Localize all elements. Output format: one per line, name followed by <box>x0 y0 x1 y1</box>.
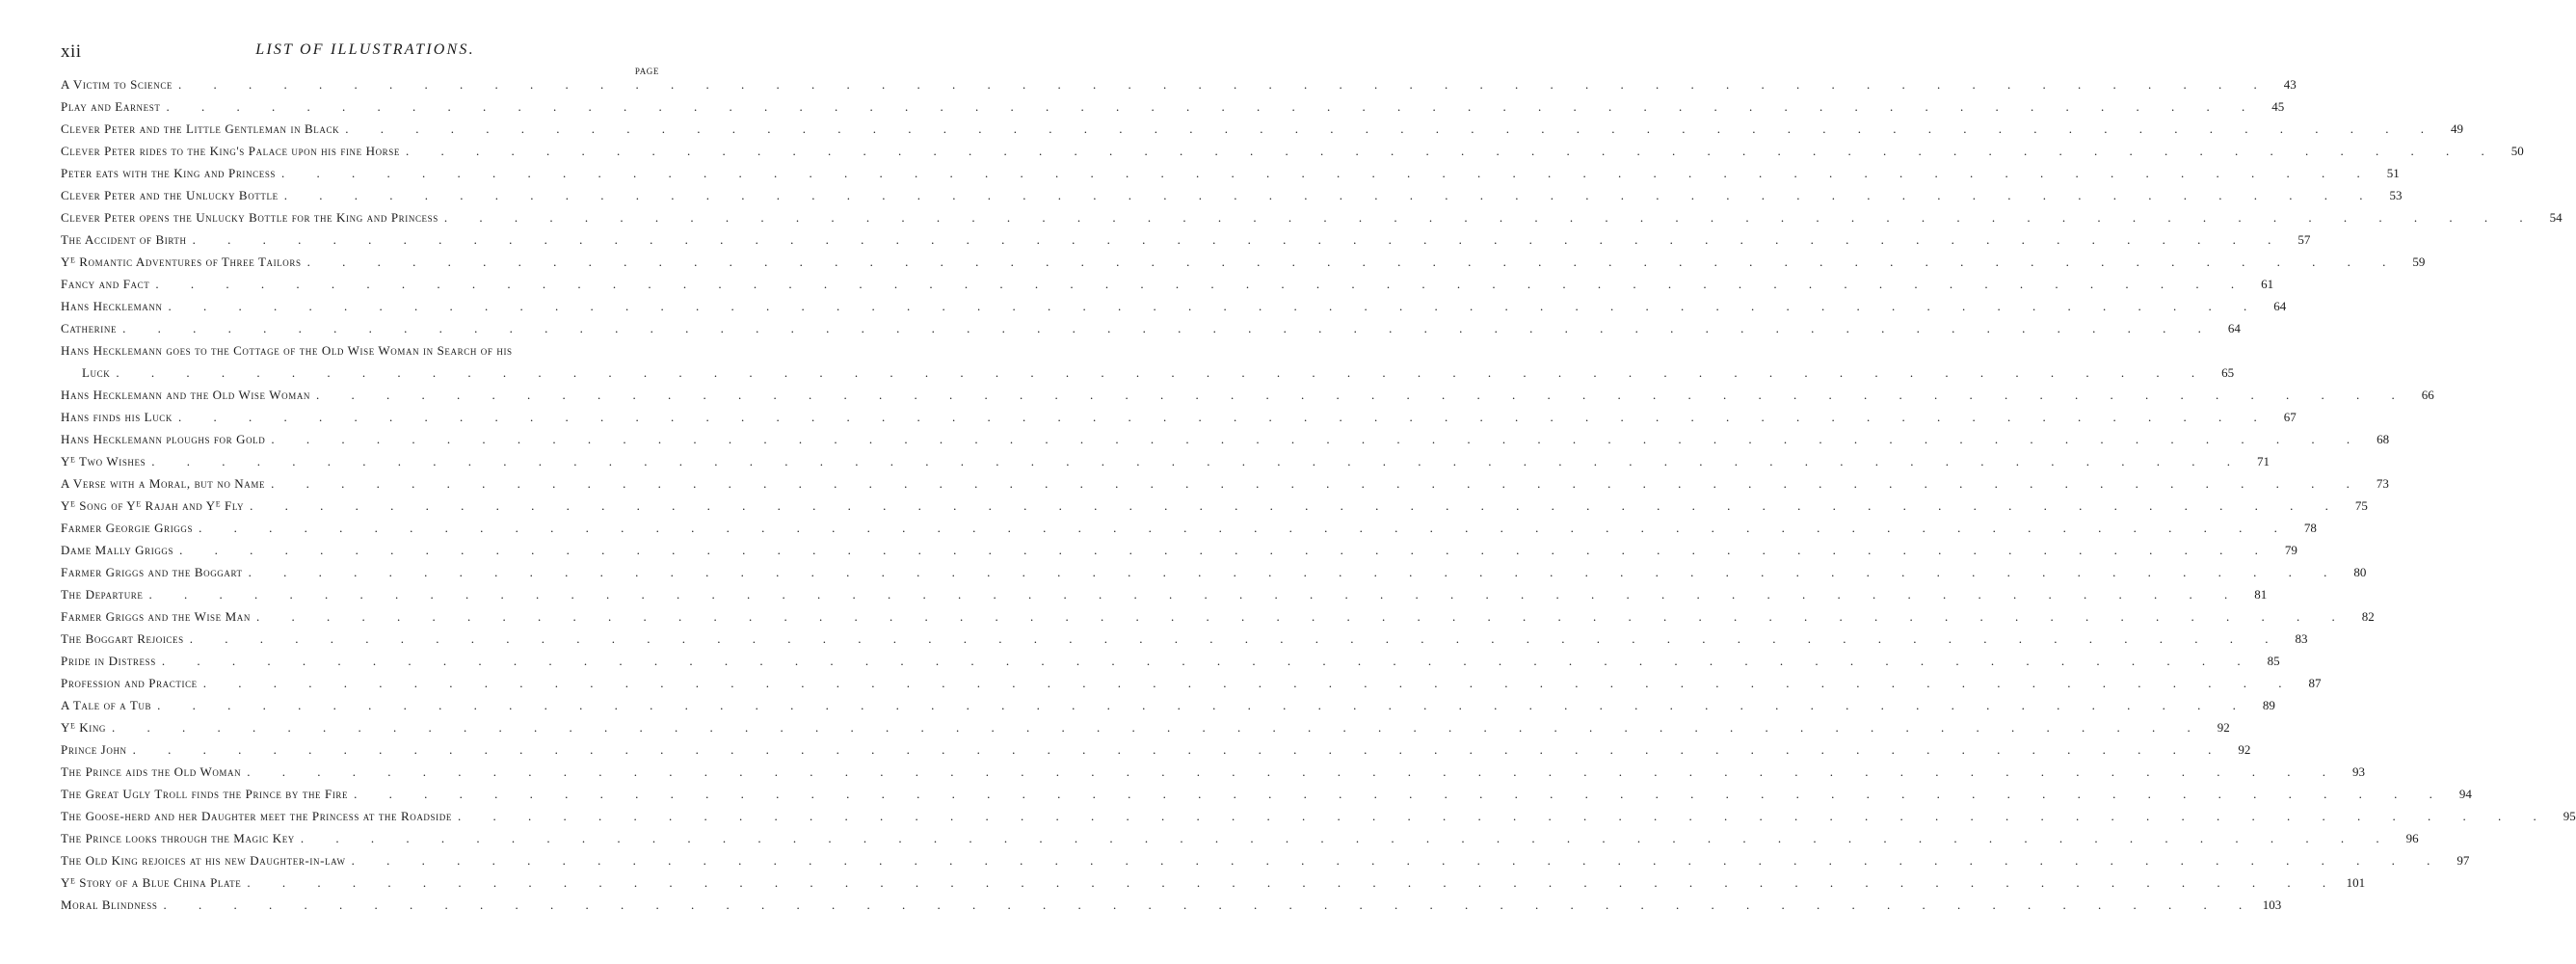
list-item <box>61 831 2419 853</box>
list-item <box>61 521 2317 543</box>
list-item <box>61 720 2230 742</box>
entry-page-number: 53 <box>2389 188 2403 202</box>
dot-leader: . . . . . . . . . . . . . . . . . . . . . . . . . . . . . . . . . . . . . . . . . . . . . . . . . . . . . . . . . . . . <box>112 720 2205 735</box>
dot-leader: . . . . . . . . . . . . . . . . . . . . . . . . . . . . . . . . . . . . . . . . . . . . . . . . . . . . . . . . . . . . <box>271 432 2365 446</box>
list-item <box>61 166 2400 188</box>
entry-title: The Prince looks through the Magic Key <box>61 831 295 845</box>
entry-page-number: 54 <box>2549 210 2563 225</box>
entry-page-number: 79 <box>2284 543 2297 557</box>
entry-page-number: 61 <box>2261 277 2274 291</box>
entry-page-number: 83 <box>2295 631 2308 646</box>
dot-leader: . . . . . . . . . . . . . . . . . . . . . . . . . . . . . . . . . . . . . . . . . . . . . . . . . . . . . . . . . . . . <box>168 299 2262 313</box>
entry-title: The Accident of Birth <box>61 232 187 247</box>
entry-page-number: 97 <box>2456 853 2470 868</box>
dot-leader: . . . . . . . . . . . . . . . . . . . . . . . . . . . . . . . . . . . . . . . . . . . . . . . . . . . . . . . . . . . . <box>148 587 2243 602</box>
entry-title: Hans Hecklemann ploughs for Gold <box>61 432 266 446</box>
dot-leader: . . . . . . . . . . . . . . . . . . . . . . . . . . . . . . . . . . . . . . . . . . . . . . . . . . . . . . . . . . . . <box>155 277 2249 291</box>
dot-leader: . . . . . . . . . . . . . . . . . . . . . . . . . . . . . . . . . . . . . . . . . . . . . . . . . . . . . . . . . . . . <box>116 365 2210 380</box>
entry-title: Fancy and Fact <box>61 277 150 291</box>
entry-title: Hans Hecklemann <box>61 299 163 313</box>
entry-page-number: 95 <box>2563 809 2576 823</box>
entry-title: The Goose-herd and her Daughter meet the Princess at the Roadside <box>61 809 452 823</box>
entry-page-number: 64 <box>2273 299 2287 313</box>
entry-title: The Departure <box>61 587 144 602</box>
entry-title: Play and Earnest <box>61 99 161 114</box>
running-head: LIST OF ILLUSTRATIONS. <box>255 41 475 58</box>
entry-title: Clever Peter and the Little Gentleman in Black <box>61 121 340 136</box>
list-item <box>61 609 2375 631</box>
dot-leader: . . . . . . . . . . . . . . . . . . . . . . . . . . . . . . . . . . . . . . . . . . . . . . . . . . . . . . . . . . . . <box>457 809 2551 823</box>
dot-leader: . . . . . . . . . . . . . . . . . . . . . . . . . . . . . . . . . . . . . . . . . . . . . . . . . . . . . . . . . . . . <box>443 210 2537 225</box>
entry-page-number: 64 <box>2227 321 2241 335</box>
list-item <box>61 254 2426 277</box>
entry-page-number: 59 <box>2412 254 2426 269</box>
list-item <box>61 631 2308 654</box>
dot-leader: . . . . . . . . . . . . . . . . . . . . . . . . . . . . . . . . . . . . . . . . . . . . . . . . . . . . . . . . . . . . <box>122 321 2216 335</box>
entry-page-number: 67 <box>2283 410 2297 424</box>
dot-leader: . . . . . . . . . . . . . . . . . . . . . . . . . . . . . . . . . . . . . . . . . . . . . . . . . . . . . . . . . . . . <box>306 254 2401 269</box>
dot-leader: . . . . . . . . . . . . . . . . . . . . . . . . . . . . . . . . . . . . . . . . . . . . . . . . . . . . . . . . . . . . <box>202 676 2297 690</box>
list-item <box>61 188 2403 210</box>
entry-title: Clever Peter rides to the King's Palace upon his fine Horse <box>61 144 400 158</box>
entry-title: Yᴱ Two Wishes <box>61 454 146 469</box>
entry-title: Prince John <box>61 742 127 757</box>
dot-leader: . . . . . . . . . . . . . . . . . . . . . . . . . . . . . . . . . . . . . . . . . . . . . . . . . . . . . . . . . . . . <box>189 631 2283 646</box>
entry-title: Catherine <box>61 321 118 335</box>
dot-leader: . . . . . . . . . . . . . . . . . . . . . . . . . . . . . . . . . . . . . . . . . . . . . . . . . . . . . . . . . . . . <box>281 166 2375 180</box>
entry-title: Moral Blindness <box>61 897 158 912</box>
list-item <box>61 676 2322 698</box>
dot-leader: . . . . . . . . . . . . . . . . . . . . . . . . . . . . . . . . . . . . . . . . . . . . . . . . . . . . . . . . . . . . <box>132 742 2226 757</box>
list-item <box>61 809 2576 831</box>
entry-title: Clever Peter opens the Unlucky Bottle for the King and Princess <box>61 210 438 225</box>
list-item <box>61 742 2251 764</box>
entry-page-number: 57 <box>2297 232 2311 247</box>
list-item <box>61 654 2280 676</box>
list-item <box>61 853 2470 875</box>
entry-page-number: 80 <box>2353 565 2367 579</box>
entry-title: Farmer Georgie Griggs <box>61 521 194 535</box>
entry-title: Pride in Distress <box>61 654 156 668</box>
dot-leader: . . . . . . . . . . . . . . . . . . . . . . . . . . . . . . . . . . . . . . . . . . . . . . . . . . . . . . . . . . . . <box>354 787 2447 801</box>
entry-page-number: 65 <box>2221 365 2235 380</box>
list-item <box>61 897 2282 920</box>
page-number: xii <box>61 41 82 62</box>
entry-title: Yᴱ King <box>61 720 107 735</box>
list-item <box>61 476 2389 498</box>
entry-title: Yᴱ Song of Yᴱ Rajah and Yᴱ Fly <box>61 498 245 513</box>
dot-leader: . . . . . . . . . . . . . . . . . . . . . . . . . . . . . . . . . . . . . . . . . . . . . . . . . . . . . . . . . . . . <box>250 498 2343 513</box>
entry-title: Yᴱ Romantic Adventures of Three Tailors <box>61 254 302 269</box>
list-item <box>61 144 2524 166</box>
list-item <box>61 410 2297 432</box>
entry-page-number: 75 <box>2354 498 2368 513</box>
dot-leader: . . . . . . . . . . . . . . . . . . . . . . . . . . . . . . . . . . . . . . . . . . . . . . . . . . . . . . . . . . . . <box>283 188 2377 202</box>
entry-page-number: 87 <box>2308 676 2322 690</box>
entry-page-number: 50 <box>2510 144 2524 158</box>
dot-leader: . . . . . . . . . . . . . . . . . . . . . . . . . . . . . . . . . . . . . . . . . . . . . . . . . . . . . . . . . . . . <box>179 543 2272 557</box>
entry-title: Hans Hecklemann and the Old Wise Woman <box>61 388 311 402</box>
list-item <box>61 77 2297 99</box>
page-column-label: PAGE <box>634 67 659 76</box>
dot-leader: . . . . . . . . . . . . . . . . . . . . . . . . . . . . . . . . . . . . . . . . . . . . . . . . . . . . . . . . . . . . <box>248 565 2342 579</box>
dot-leader: . . . . . . . . . . . . . . . . . . . . . . . . . . . . . . . . . . . . . . . . . . . . . . . . . . . . . . . . . . . . <box>316 388 2409 402</box>
entry-page-number: 92 <box>2238 742 2251 757</box>
entry-page-number: 96 <box>2405 831 2419 845</box>
entry-title: Profession and Practice <box>61 676 198 690</box>
list-item <box>61 321 2241 343</box>
list-item <box>61 787 2472 809</box>
dot-leader: . . . . . . . . . . . . . . . . . . . . . . . . . . . . . . . . . . . . . . . . . . . . . . . . . . . . . . . . . . . . <box>351 853 2445 868</box>
list-item <box>61 343 686 365</box>
entry-page-number: 94 <box>2458 787 2472 801</box>
entry-page-number: 49 <box>2450 121 2463 136</box>
entry-title: Hans Hecklemann goes to the Cottage of the Old Wise Woman in Search of his <box>61 343 513 358</box>
entry-page-number: 45 <box>2271 99 2285 114</box>
illustrations-list <box>61 77 2576 920</box>
dot-leader: . . . . . . . . . . . . . . . . . . . . . . . . . . . . . . . . . . . . . . . . . . . . . . . . . . . . . . . . . . . . <box>405 144 2499 158</box>
entry-page-number: 85 <box>2267 654 2280 668</box>
entry-title-continuation: Luck <box>82 365 111 380</box>
list-item <box>61 277 2274 299</box>
list-item <box>61 388 2434 410</box>
entry-title: Clever Peter and the Unlucky Bottle <box>61 188 279 202</box>
dot-leader: . . . . . . . . . . . . . . . . . . . . . . . . . . . . . . . . . . . . . . . . . . . . . . . . . . . . . . . . . . . . <box>247 875 2341 890</box>
entry-page-number: 78 <box>2303 521 2317 535</box>
dot-leader: . . . . . . . . . . . . . . . . . . . . . . . . . . . . . . . . . . . . . . . . . . . . . . . . . . . . . . . . . . . . <box>300 831 2394 845</box>
list-item <box>61 875 2366 897</box>
entry-title: The Great Ugly Troll finds the Prince by the Fire <box>61 787 349 801</box>
entry-title: The Prince aids the Old Woman <box>61 764 242 779</box>
entry-title: Peter eats with the King and Princess <box>61 166 277 180</box>
entry-title: Dame Mally Griggs <box>61 543 174 557</box>
dot-leader: . . . . . . . . . . . . . . . . . . . . . . . . . . . . . . . . . . . . . . . . . . . . . . . . . . . . . . . . . . . . <box>345 121 2438 136</box>
entry-page-number: 93 <box>2352 764 2365 779</box>
list-item <box>61 210 2563 232</box>
list-item <box>61 99 2285 121</box>
list-item <box>61 587 2268 609</box>
entry-page-number: 101 <box>2346 875 2366 890</box>
entry-page-number: 51 <box>2386 166 2400 180</box>
entry-title: The Boggart Rejoices <box>61 631 184 646</box>
dot-leader: . . . . . . . . . . . . . . . . . . . . . . . . . . . . . . . . . . . . . . . . . . . . . . . . . . . . . . . . . . . . <box>166 99 2260 114</box>
entry-page-number: 71 <box>2257 454 2270 469</box>
entry-title: Farmer Griggs and the Wise Man <box>61 609 251 624</box>
entry-title: A Victim to Science <box>61 77 173 92</box>
list-item <box>61 432 2390 454</box>
list-item <box>61 299 2287 321</box>
dot-leader: . . . . . . . . . . . . . . . . . . . . . . . . . . . . . . . . . . . . . . . . . . . . . . . . . . . . . . . . . . . . <box>271 476 2364 491</box>
dot-leader: . . . . . . . . . . . . . . . . . . . . . . . . . . . . . . . . . . . . . . . . . . . . . . . . . . . . . . . . . . . . <box>255 609 2350 624</box>
list-item <box>61 454 2270 476</box>
dot-leader: . . . . . . . . . . . . . . . . . . . . . . . . . . . . . . . . . . . . . . . . . . . . . . . . . . . . . . . . . . . . <box>192 232 2286 247</box>
dot-leader: . . . . . . . . . . . . . . . . . . . . . . . . . . . . . . . . . . . . . . . . . . . . . . . . . . . . . . . . . . . . <box>199 521 2292 535</box>
list-item <box>61 543 2297 565</box>
entry-page-number: 103 <box>2262 897 2282 912</box>
entry-page-number: 82 <box>2361 609 2375 624</box>
entry-page-number: 43 <box>2283 77 2297 92</box>
dot-leader: . . . . . . . . . . . . . . . . . . . . . . . . . . . . . . . . . . . . . . . . . . . . . . . . . . . . . . . . . . . . <box>161 654 2255 668</box>
list-item <box>61 498 2368 521</box>
dot-leader: . . . . . . . . . . . . . . . . . . . . . . . . . . . . . . . . . . . . . . . . . . . . . . . . . . . . . . . . . . . . <box>178 410 2271 424</box>
entry-title: A Tale of a Tub <box>61 698 152 712</box>
dot-leader: . . . . . . . . . . . . . . . . . . . . . . . . . . . . . . . . . . . . . . . . . . . . . . . . . . . . . . . . . . . . <box>163 897 2257 912</box>
entry-title: A Verse with a Moral, but no Name <box>61 476 266 491</box>
entry-page-number: 66 <box>2421 388 2434 402</box>
entry-page-number: 73 <box>2376 476 2389 491</box>
dot-leader: . . . . . . . . . . . . . . . . . . . . . . . . . . . . . . . . . . . . . . . . . . . . . . . . . . . . . . . . . . . . <box>178 77 2271 92</box>
entry-page-number: 68 <box>2377 432 2390 446</box>
list-item-continuation <box>61 365 2235 388</box>
entry-title: Yᴱ Story of a Blue China Plate <box>61 875 242 890</box>
entry-page-number: 92 <box>2217 720 2230 735</box>
entry-page-number: 89 <box>2262 698 2275 712</box>
entry-title: Farmer Griggs and the Boggart <box>61 565 243 579</box>
list-item <box>61 764 2365 787</box>
entry-page-number: 81 <box>2254 587 2268 602</box>
list-item <box>61 565 2367 587</box>
entry-title: Hans finds his Luck <box>61 410 173 424</box>
entry-title: The Old King rejoices at his new Daughter-in-law <box>61 853 346 868</box>
list-item <box>61 121 2463 144</box>
dot-leader: . . . . . . . . . . . . . . . . . . . . . . . . . . . . . . . . . . . . . . . . . . . . . . . . . . . . . . . . . . . . <box>247 764 2340 779</box>
dot-leader: . . . . . . . . . . . . . . . . . . . . . . . . . . . . . . . . . . . . . . . . . . . . . . . . . . . . . . . . . . . . <box>151 454 2244 469</box>
list-item <box>61 232 2311 254</box>
list-item <box>61 698 2275 720</box>
dot-leader: . . . . . . . . . . . . . . . . . . . . . . . . . . . . . . . . . . . . . . . . . . . . . . . . . . . . . . . . . . . . <box>157 698 2250 712</box>
